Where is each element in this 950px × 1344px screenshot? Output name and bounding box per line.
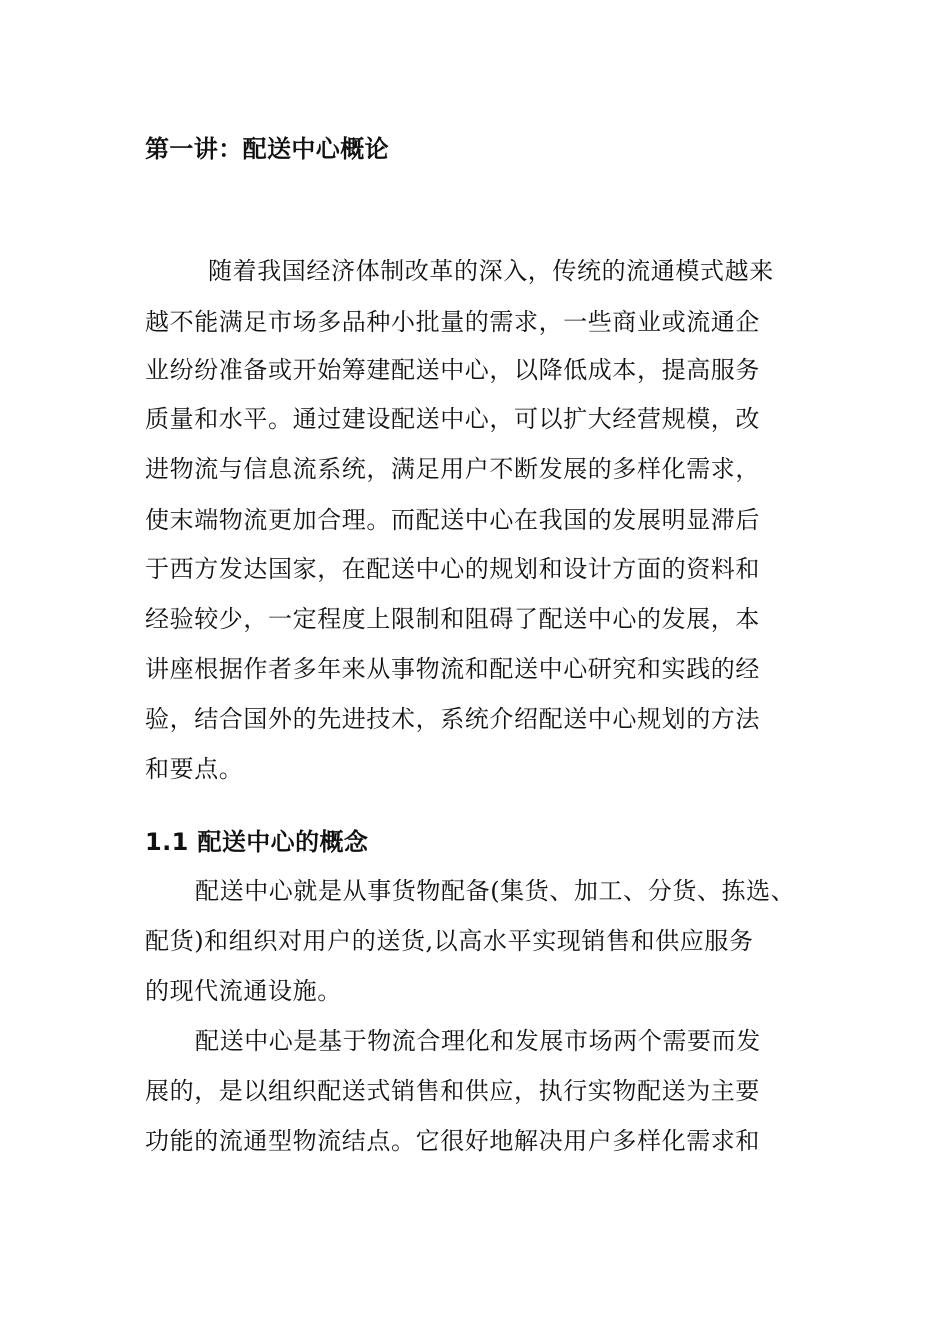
paragraph-line: 功能的流通型物流结点。它很好地解决用户多样化需求和 xyxy=(145,1127,760,1155)
page-title: 第一讲：配送中心概论 xyxy=(145,135,389,163)
intro-line: 验，结合国外的先进技术，系统介绍配送中心规划的方法 xyxy=(145,705,760,733)
paragraph-line: 展的，是以组织配送式销售和供应，执行实物配送为主要 xyxy=(145,1077,760,1105)
paragraph-line: 配货)和组织对用户的送货,以高水平实现销售和供应服务 xyxy=(145,927,754,955)
intro-line: 随着我国经济体制改革的深入，传统的流通模式越来 xyxy=(208,257,774,285)
paragraph-line: 的现代流通设施。 xyxy=(145,977,342,1005)
intro-line: 越不能满足市场多品种小批量的需求，一些商业或流通企 xyxy=(145,308,760,336)
intro-line: 质量和水平。通过建设配送中心，可以扩大经营规模，改 xyxy=(145,405,760,433)
intro-line: 进物流与信息流系统，满足用户不断发展的多样化需求， xyxy=(145,455,760,483)
section-number: 1.1 xyxy=(145,828,189,856)
intro-line: 业纷纷准备或开始筹建配送中心，以降低成本，提高服务 xyxy=(145,356,760,384)
intro-line: 讲座根据作者多年来从事物流和配送中心研究和实践的经 xyxy=(145,655,760,683)
section-heading xyxy=(145,827,368,857)
intro-line: 于西方发达国家，在配送中心的规划和设计方面的资料和 xyxy=(145,555,760,583)
intro-line: 和要点。 xyxy=(145,755,244,783)
paragraph-line: 配送中心是基于物流合理化和发展市场两个需要而发 xyxy=(195,1027,761,1055)
section-title: 配送中心的概念 xyxy=(197,828,369,856)
intro-line: 经验较少，一定程度上限制和阻碍了配送中心的发展，本 xyxy=(145,605,760,633)
intro-line: 使末端物流更加合理。而配送中心在我国的发展明显滞后 xyxy=(145,506,760,534)
paragraph-line: 配送中心就是从事货物配备(集货、加工、分货、拣选、 xyxy=(195,877,796,905)
